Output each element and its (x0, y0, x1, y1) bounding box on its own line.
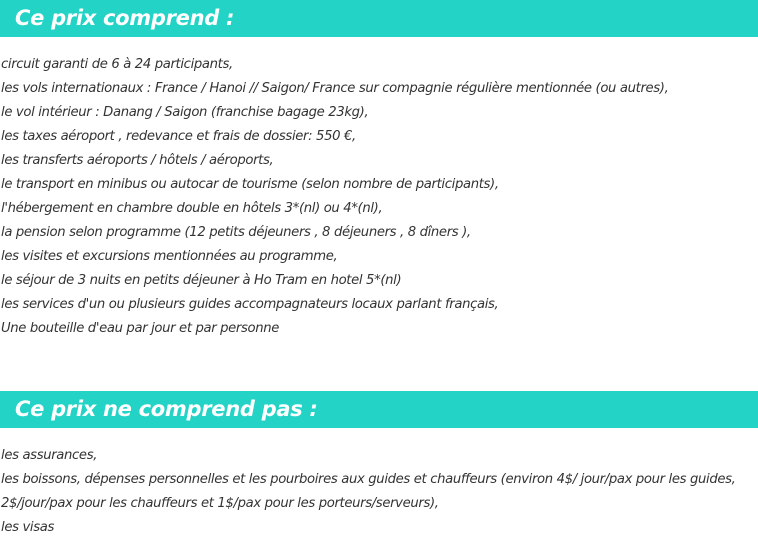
included-item: la pension selon programme (12 petits déjeuners , 8 déjeuners , 8 dîners ), (1, 225, 471, 240)
included-item: les visites et excursions mentionnées au programme, (1, 249, 338, 264)
included-item: circuit garanti de 6 à 24 participants, (1, 57, 233, 72)
excluded-items-list (1, 444, 735, 540)
excluded-item: les boissons, dépenses personnelles et les pourboires aux guides et chauffeurs (environ 4$/ jour/pax pour les guides, (1, 472, 736, 487)
included-items-list (1, 53, 668, 341)
included-item: les services d'un ou plusieurs guides accompagnateurs locaux parlant français, (1, 297, 499, 312)
excluded-item: les assurances, (1, 448, 98, 463)
excluded-item: 2$/jour/pax pour les chauffeurs et 1$/pax pour les porteurs/serveurs), (1, 496, 439, 511)
excluded-section-header: Ce prix ne comprend pas : (0, 391, 758, 428)
included-item: les vols internationaux : France / Hanoi // Saigon/ France sur compagnie régulière mentionnée (ou autres), (1, 81, 669, 96)
included-section-header: Ce prix comprend : (0, 0, 758, 37)
included-item: le vol intérieur : Danang / Saigon (franchise bagage 23kg), (1, 105, 369, 120)
included-item: le transport en minibus ou autocar de tourisme (selon nombre de participants), (1, 177, 499, 192)
included-item: les taxes aéroport , redevance et frais de dossier: 550 €, (1, 129, 356, 144)
excluded-item: les visas (1, 520, 54, 535)
included-item: l'hébergement en chambre double en hôtels 3*(nl) ou 4*(nl), (1, 201, 383, 216)
included-item: le séjour de 3 nuits en petits déjeuner à Ho Tram en hotel 5*(nl) (1, 273, 402, 288)
included-item: les transferts aéroports / hôtels / aéroports, (1, 153, 274, 168)
included-item: Une bouteille d'eau par jour et par personne (1, 321, 280, 336)
